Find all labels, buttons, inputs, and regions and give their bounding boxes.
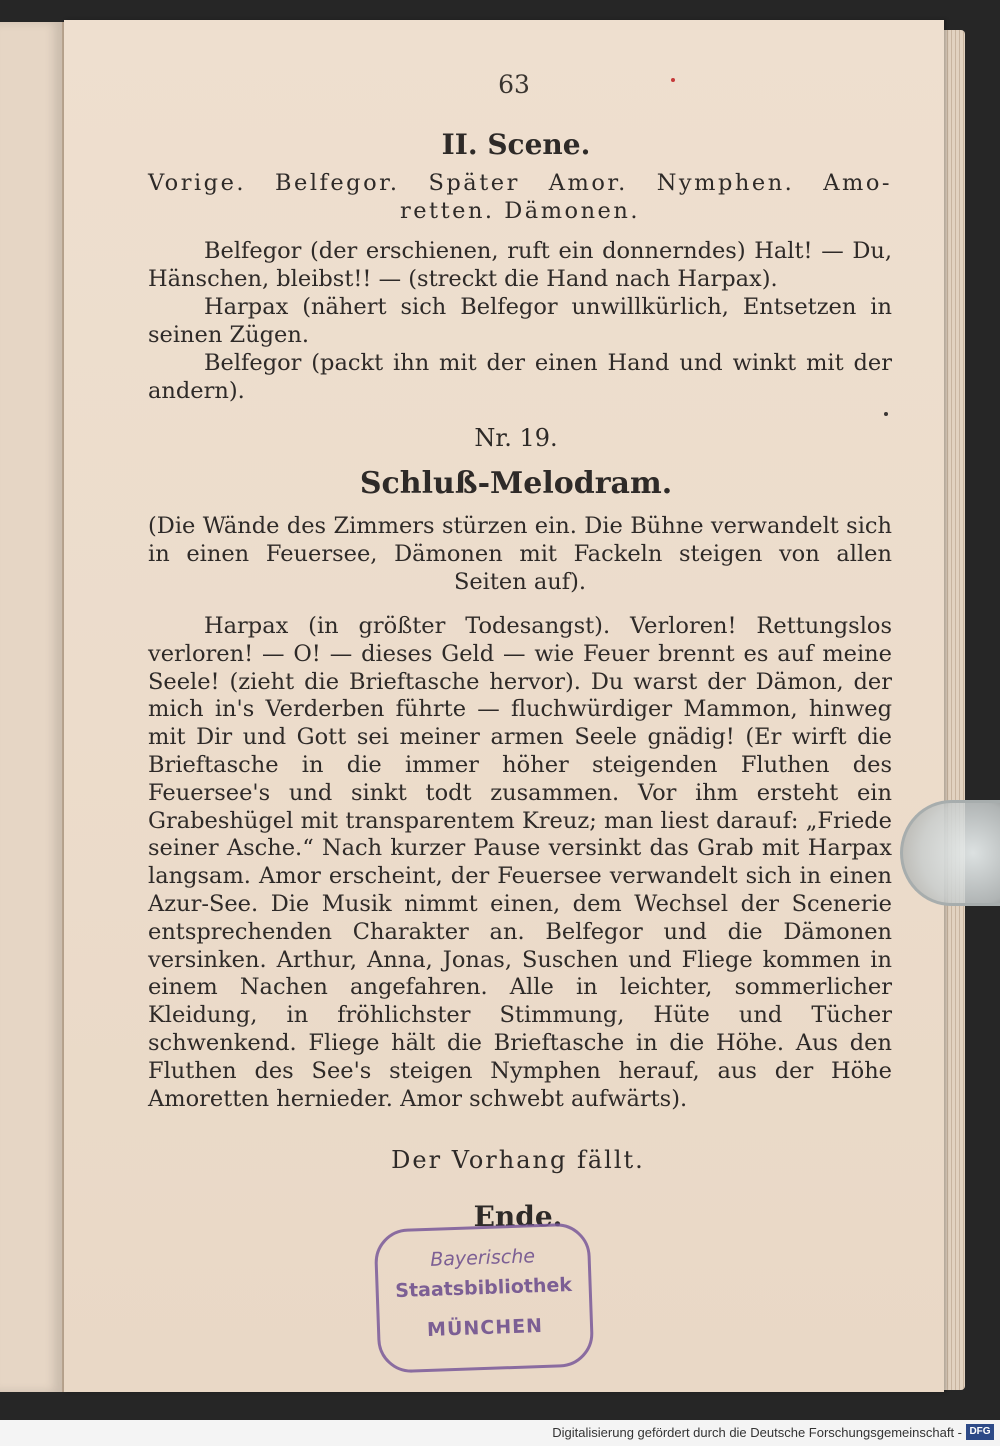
harpax-line-1: Harpax (nähert sich Belfegor unwillkürlich, Entsetzen in seinen Zügen. (148, 294, 892, 348)
stamp-line-2: Staatsbibliothek (394, 1273, 573, 1303)
scene-heading: II. Scene. (441, 128, 591, 161)
belfegor-line-1: Belfegor (der erschienen, ruft ein donnerndes) Halt! — Du, Hänschen, bleibst!! — (streckt die Hand nach Harpax). (148, 238, 892, 292)
section-title: Schluß-Melodram. (359, 466, 673, 501)
curtain-line: Der Vorhang fällt. (391, 1146, 645, 1174)
cast-list (148, 170, 892, 226)
number-label: Nr. 19. (474, 424, 558, 452)
footer-bar (0, 1420, 1000, 1446)
left-page-edge (0, 22, 64, 1392)
stage-direction: (Die Wände des Zimmers stürzen ein. Die Bühne verwandelt sich in einen Feuersee, Dämonen mit Fackeln steigen von allen Seiten auf). (148, 513, 892, 595)
end-label: Ende. (473, 1200, 563, 1233)
belfegor-line-2: Belfegor (packt ihn mit der einen Hand und winkt mit der andern). (148, 350, 892, 404)
cast-line-2: retten. Dämonen. (399, 197, 641, 224)
cast-line-1: Vorige. Belfegor. Später Amor. Nymphen. Amo- (148, 170, 892, 196)
dfg-logo-icon: DFG (966, 1424, 994, 1440)
stamp-line-3: MÜNCHEN (426, 1314, 544, 1341)
harpax-speech: Harpax (in größter Todesangst). Verloren! Rettungslos verloren! — O! — dieses Geld — wie Feuer brennt es auf meine Seele! (zieht die Brieftasche hervor). Du warst der Dämon, der mich in's Verderben führte — fluchwürdiger Mammon, hinweg mit Dir und Gott sei meiner armen Seele gnädig! (Er wirft die Brieftasche in die immer höher steigenden Fluthen des Feuersee's und sinkt todt zusammen. Vor ihm ersteht ein Grabeshügel mit transparentem Kreuz; man liest darauf: „Friede seiner Asche.“ Nach kurzer Pause versinkt das Grab mit Harpax langsam. Amor erscheint, der Feuersee verwandelt sich in einen Azur-See. Die Musik nimmt einen, dem Wechsel der Scenerie entsprechenden Charakter an. Belfegor und die Dämonen versinken. Arthur, Anna, Jonas, Suschen und Fliege kommen in einem Nachen angefahren. Alle in leichter, sommerlicher Kleidung, in fröhlichster Stimmung, Hüte und Tücher schwenkend. Fliege hält die Brieftasche in die Höhe. Aus den Fluthen des See's steigen Nymphen herauf, aus der Höhe Amoretten hernieder. Amor schwebt aufwärts). (148, 613, 892, 1112)
stamp-line-1: Bayerische (429, 1245, 536, 1271)
ink-dot (884, 412, 888, 416)
page-number: 63 (498, 70, 530, 99)
library-stamp (374, 1222, 595, 1373)
page-clip (900, 800, 1000, 906)
funding-note: Digitalisierung gefördert durch die Deutsche Forschungsgemeinschaft - (552, 1425, 962, 1440)
